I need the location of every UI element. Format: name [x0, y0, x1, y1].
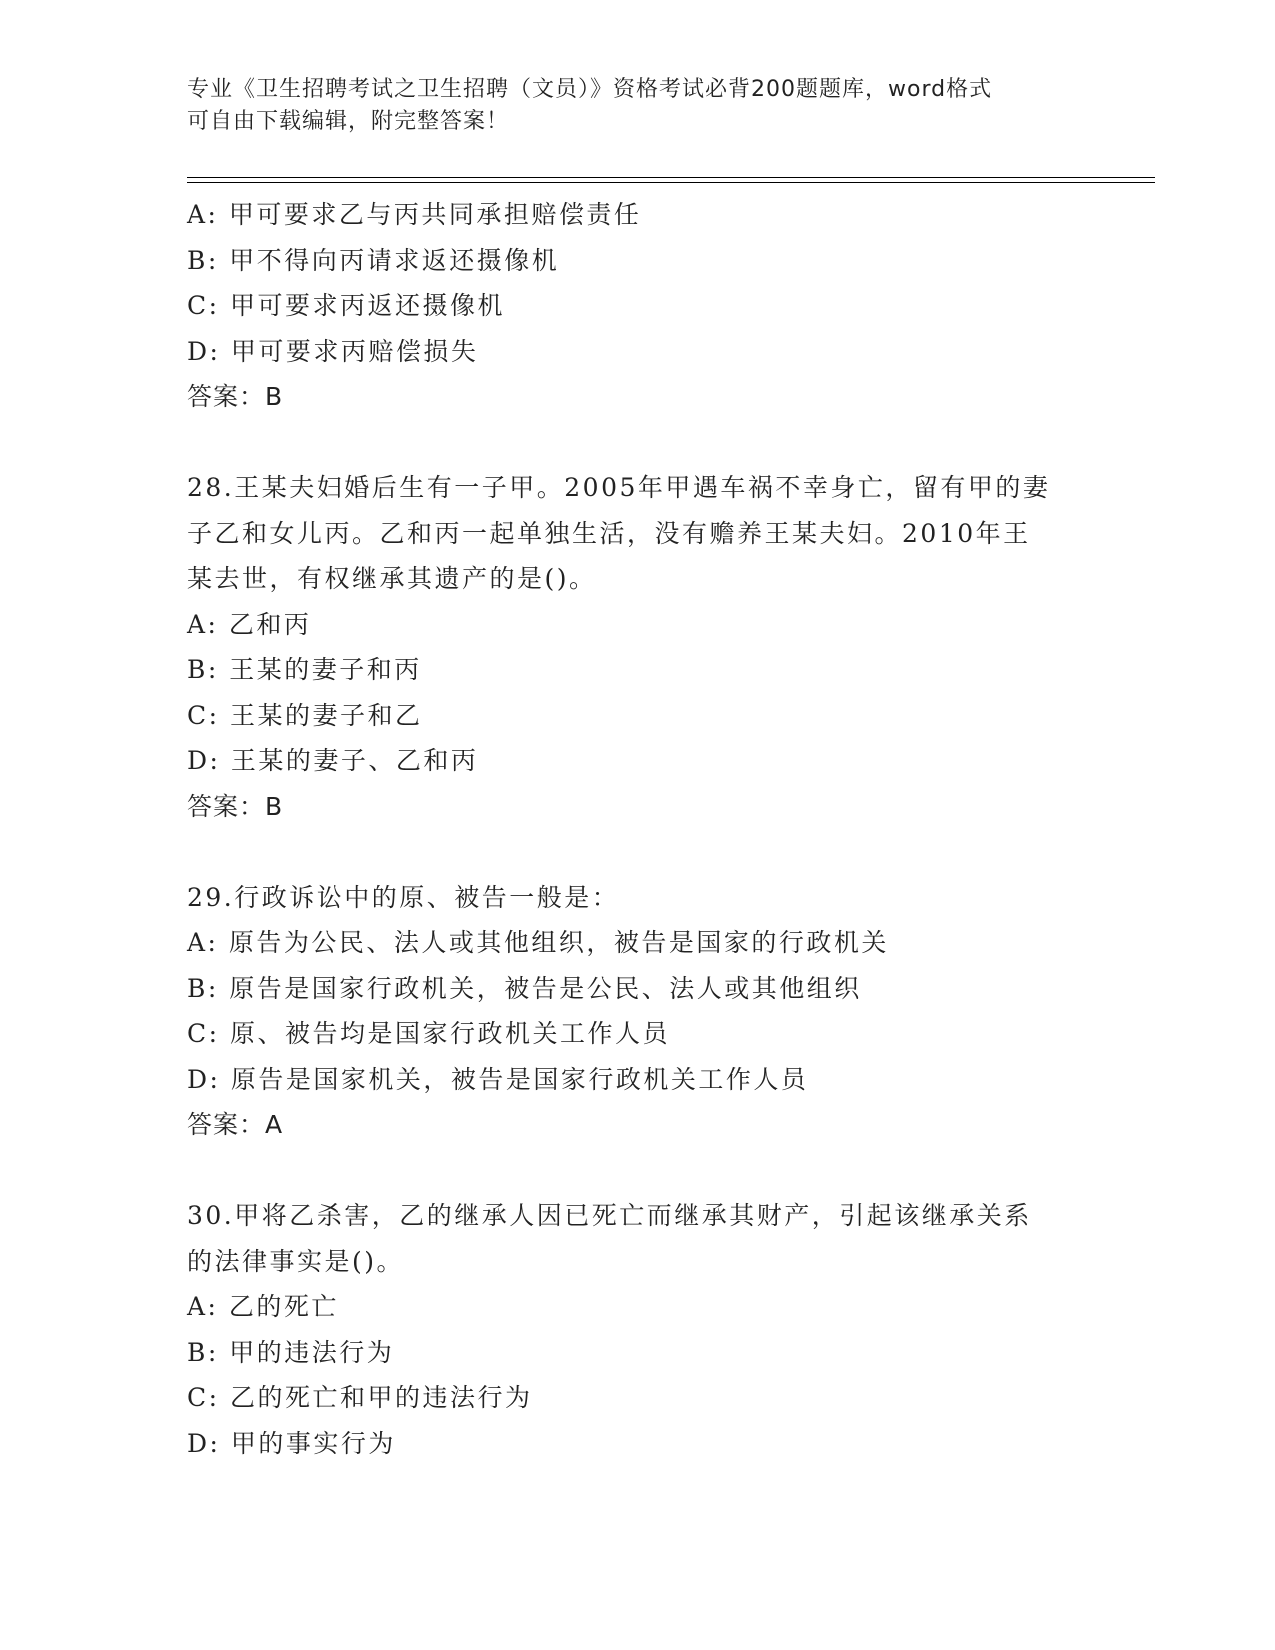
option-d: D: 王某的妻子、乙和丙	[187, 746, 479, 775]
spacer	[187, 829, 1107, 875]
answer-line: 答案：A	[187, 1110, 284, 1139]
question-stem-line: 的法律事实是()。	[187, 1246, 405, 1276]
question-block-28	[187, 465, 1107, 829]
question-block-30	[187, 1193, 1107, 1466]
document-header	[187, 74, 1087, 138]
header-line-2: 可自由下载编辑，附完整答案！	[187, 109, 510, 134]
option-b: B: 甲不得向丙请求返还摄像机	[187, 245, 560, 275]
option-c: C: 甲可要求丙返还摄像机	[187, 291, 505, 320]
option-d: D: 甲可要求丙赔偿损失	[187, 336, 479, 366]
header-divider-top	[187, 177, 1155, 178]
option-d: D: 原告是国家机关，被告是国家行政机关工作人员	[187, 1064, 809, 1094]
spacer	[187, 1148, 1107, 1194]
question-block-27	[187, 192, 1107, 420]
header-divider-bottom	[187, 182, 1155, 183]
question-stem-line: 30.甲将乙杀害，乙的继承人因已死亡而继承其财产，引起该继承关系	[187, 1201, 1032, 1230]
option-b: B: 甲的违法行为	[187, 1337, 395, 1367]
option-d: D: 甲的事实行为	[187, 1428, 396, 1458]
option-b: B: 原告是国家行政机关，被告是公民、法人或其他组织	[187, 973, 862, 1003]
option-a: A: 乙的死亡	[187, 1292, 339, 1321]
question-stem-line: 28.王某夫妇婚后生有一子甲。2005年甲遇车祸不幸身亡，留有甲的妻	[187, 473, 1051, 502]
question-stem-line: 某去世，有权继承其遗产的是()。	[187, 564, 597, 593]
option-a: A: 原告为公民、法人或其他组织，被告是国家的行政机关	[187, 928, 889, 957]
answer-line: 答案：B	[187, 382, 284, 411]
option-a: A: 乙和丙	[187, 609, 312, 639]
question-list	[187, 192, 1107, 1466]
spacer	[187, 420, 1107, 466]
answer-line: 答案：B	[187, 791, 284, 821]
header-line-1: 专业《卫生招聘考试之卫生招聘（文员）》资格考试必背200题题库，word格式	[187, 77, 993, 102]
option-c: C: 原、被告均是国家行政机关工作人员	[187, 1019, 670, 1048]
option-c: C: 王某的妻子和乙	[187, 700, 423, 730]
question-stem-line: 子乙和女儿丙。乙和丙一起单独生活，没有赡养王某夫妇。2010年王	[187, 518, 1031, 548]
option-c: C: 乙的死亡和甲的违法行为	[187, 1383, 533, 1412]
question-stem-line: 29.行政诉讼中的原、被告一般是：	[187, 882, 620, 912]
option-b: B: 王某的妻子和丙	[187, 655, 422, 684]
question-block-29	[187, 875, 1107, 1148]
option-a: A: 甲可要求乙与丙共同承担赔偿责任	[187, 200, 642, 229]
